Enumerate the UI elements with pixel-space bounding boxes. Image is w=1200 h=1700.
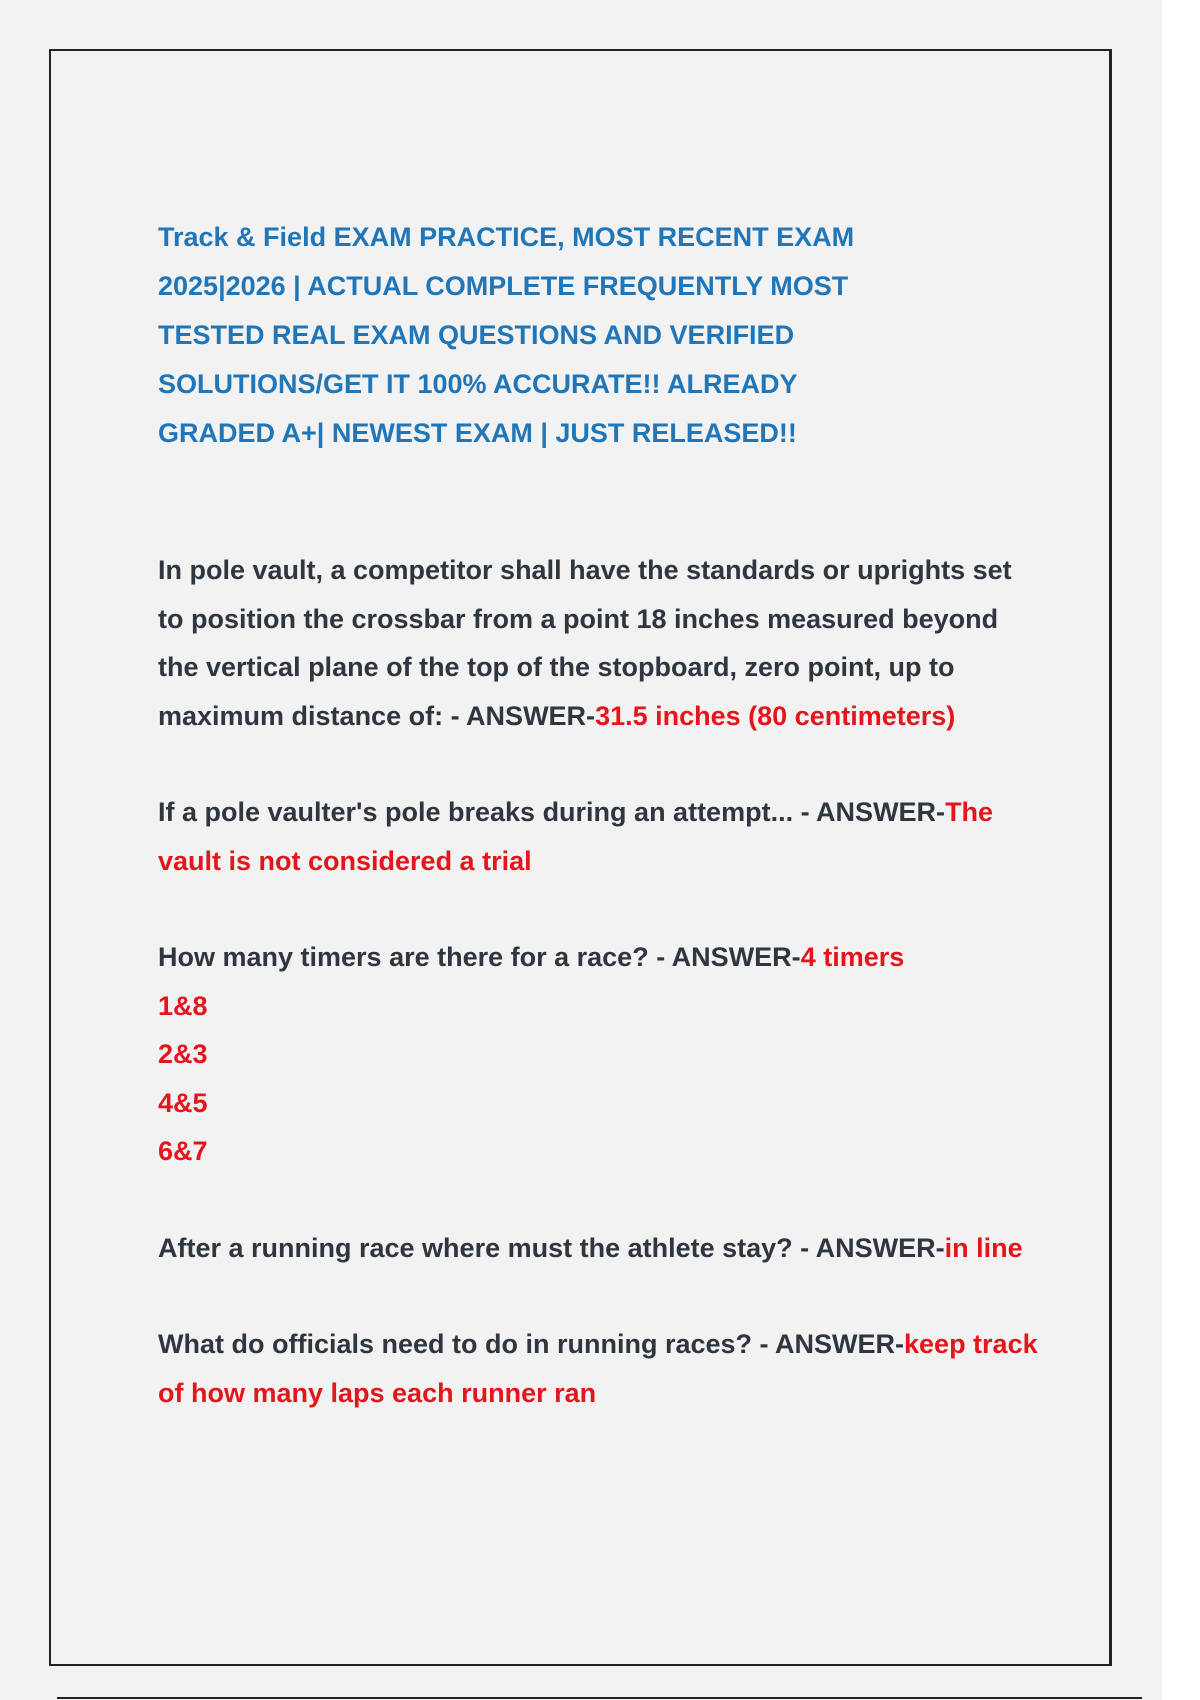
answer-line: 2&3 bbox=[158, 1039, 208, 1069]
answer-text: The vault is not considered a trial bbox=[158, 797, 994, 876]
answer-text: 4 timers bbox=[800, 942, 905, 972]
qa-list bbox=[158, 546, 1038, 1417]
question-text: If a pole vaulter's pole breaks during an attempt... - ANSWER- bbox=[158, 797, 946, 827]
qa-item bbox=[158, 546, 1038, 740]
answer-text: keep track of how many laps each runner ran bbox=[158, 1329, 1038, 1408]
answer-text: in line bbox=[944, 1232, 1023, 1263]
qa-item bbox=[158, 1224, 1038, 1273]
answer-line: 1&8 bbox=[158, 990, 208, 1021]
question-text: After a running race where must the athlete stay? - ANSWER- bbox=[158, 1232, 945, 1263]
question-text: What do officials need to do in running races? - ANSWER- bbox=[158, 1329, 905, 1359]
answer-line: 6&7 bbox=[158, 1136, 208, 1166]
qa-item bbox=[158, 1320, 1038, 1417]
bottom-divider bbox=[57, 1697, 1142, 1699]
qa-item bbox=[158, 788, 1038, 885]
question-text: In pole vault, a competitor shall have the standards or uprights set to position the crossbar from a point 18 inches measured beyond the vertical plane of the top of the stopboard, zero point, up to maximum distance of: - ANSWER- bbox=[158, 555, 1012, 731]
page-edge-strip bbox=[1162, 0, 1200, 1700]
document-title: Track & Field EXAM PRACTICE, MOST RECENT EXAM 2025|2026 | ACTUAL COMPLETE FREQUENTLY MOST TESTED REAL EXAM QUESTIONS AND VERIFIED SOLUTIONS/GET IT 100% ACCURATE!! ALREADY GRADED A+| NEWEST EXAM | JUST RELEASED!! bbox=[158, 222, 855, 448]
document-content bbox=[158, 213, 1038, 1465]
question-text: How many timers are there for a race? - ANSWER- bbox=[158, 942, 801, 972]
answer-text: 31.5 inches (80 centimeters) bbox=[595, 700, 956, 731]
answer-line: 4&5 bbox=[158, 1087, 208, 1118]
qa-item bbox=[158, 933, 1038, 1176]
